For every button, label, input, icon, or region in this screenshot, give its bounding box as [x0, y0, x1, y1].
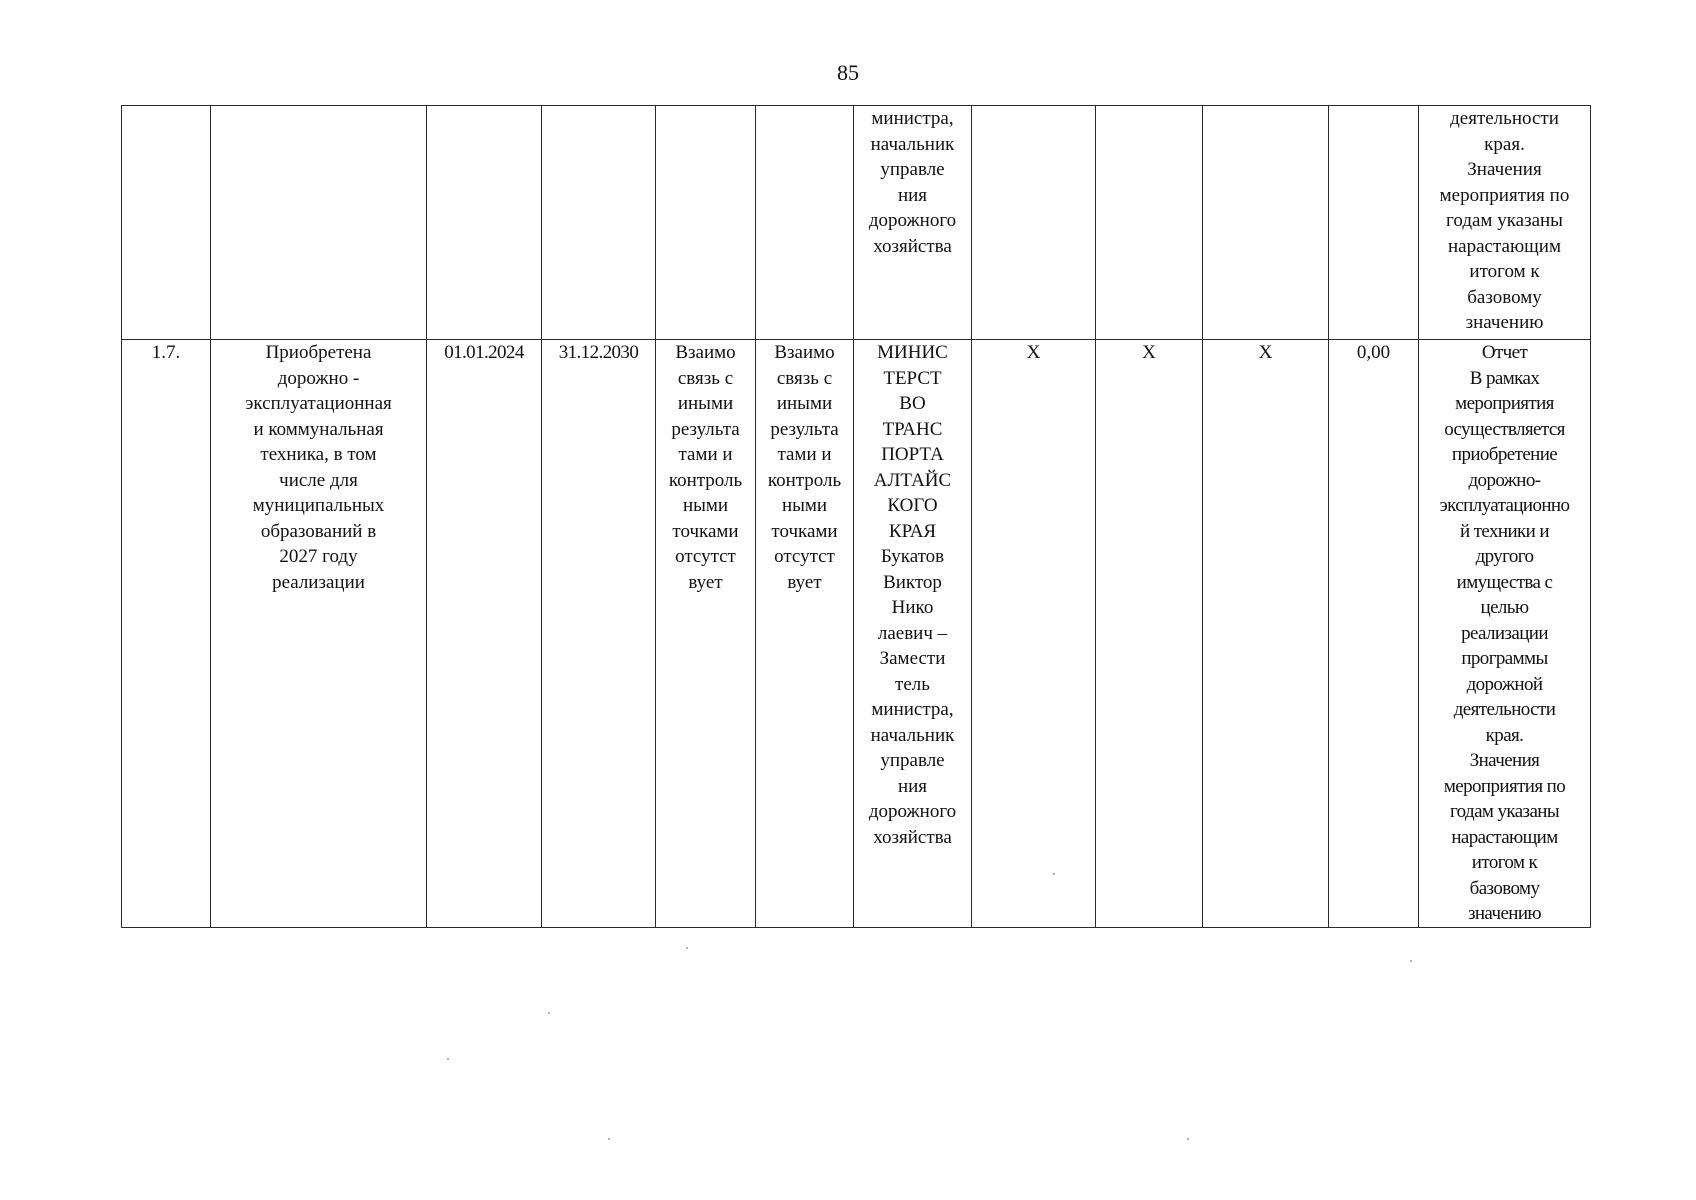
- cell-end-date: [542, 106, 656, 340]
- cell-comment: Отчет В рамках мероприятия осуществляется приобретение дорожно- эксплуатационно й техники и другого имущества с целью реализации программы дорожной деятельности края. Значения мероприятия по годам указаны нарастающим итогом к базовому значению: [1419, 340, 1591, 928]
- cell-start-date: 01.01.2024: [427, 340, 542, 928]
- cell-comment: деятельности края. Значения мероприятия по годам указаны нарастающим итогом к базовому значению: [1419, 106, 1591, 340]
- cell-name: [211, 106, 427, 340]
- cell-mark-1: [972, 106, 1096, 340]
- cell-mark-2: [1096, 106, 1203, 340]
- cell-link-2: [756, 106, 854, 340]
- table-row-continuation: [122, 106, 1591, 340]
- scan-speck: [548, 1012, 550, 1014]
- cell-responsible: министра, начальник управле ния дорожного хозяйства: [854, 106, 972, 340]
- scan-speck: [608, 1138, 610, 1140]
- scan-speck: [1053, 873, 1055, 875]
- cell-number: [122, 106, 211, 340]
- scan-speck: [1410, 960, 1412, 962]
- cell-mark-3: [1203, 106, 1329, 340]
- scan-speck: [447, 1058, 449, 1060]
- cell-link-1: Взаимо связь с иными результа тами и контроль ными точками отсутст вует: [656, 340, 756, 928]
- cell-mark-3: Х: [1203, 340, 1329, 928]
- cell-link-1: [656, 106, 756, 340]
- cell-end-date: 31.12.2030: [542, 340, 656, 928]
- cell-mark-2: Х: [1096, 340, 1203, 928]
- cell-number: 1.7.: [122, 340, 211, 928]
- cell-name: Приобретена дорожно - эксплуатационная и коммунальная техника, в том числе для муниципальных образований в 2027 году реализации: [211, 340, 427, 928]
- cell-value: 0,00: [1329, 340, 1419, 928]
- cell-start-date: [427, 106, 542, 340]
- cell-link-2: Взаимо связь с иными результа тами и контроль ными точками отсутст вует: [756, 340, 854, 928]
- page-number: 85: [837, 60, 859, 85]
- scan-speck: [1187, 1138, 1189, 1140]
- cell-mark-1: Х: [972, 340, 1096, 928]
- cell-value: [1329, 106, 1419, 340]
- document-table: [121, 105, 1591, 928]
- table-row-1-7: [122, 340, 1591, 928]
- scan-speck: [686, 947, 688, 949]
- cell-responsible: МИНИС ТЕРСТ ВО ТРАНС ПОРТА АЛТАЙС КОГО КРАЯ Букатов Виктор Нико лаевич – Замести тель министра, начальник управле ния дорожного хозяйства: [854, 340, 972, 928]
